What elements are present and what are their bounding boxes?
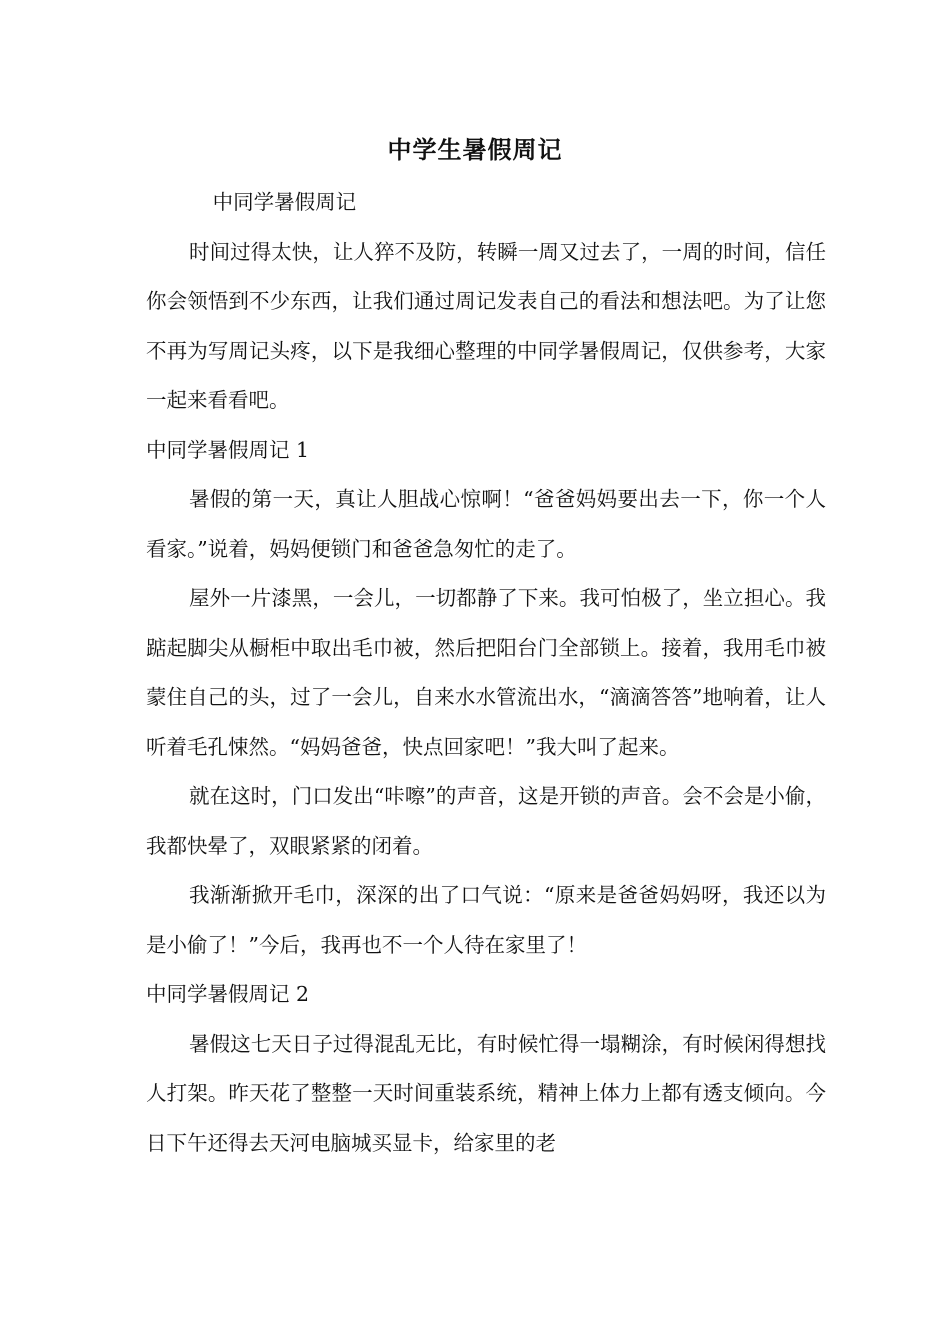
intro-paragraph: 时间过得太快，让人猝不及防，转瞬一周又过去了，一周的时间，信任你会领悟到不少东西，让我们通过周记发表自己的看法和想法吧。为了让您不再为写周记头疼，以下是我细心整理的中同学暑假周记，仅供参考，大家一起来看看吧。 — [146, 239, 826, 412]
section-1-paragraph-2: 屋外一片漆黑，一会儿，一切都静了下来。我可怕极了，坐立担心。我踮起脚尖从橱柜中取出毛巾被，然后把阳台门全部锁上。接着，我用毛巾被蒙住自己的头，过了一会儿，自来水水管流出水，“滴滴答答”地响着，让人听着毛孔悚然。“妈妈爸爸，快点回家吧！”我大叫了起来。 — [146, 586, 826, 759]
section-heading-2: 中同学暑假周记 2 — [146, 982, 310, 1006]
section-heading-1: 中同学暑假周记 1 — [146, 437, 310, 462]
section-1-paragraph-3: 就在这时，门口发出“咔嚓”的声音，这是开锁的声音。会不会是小偷，我都快晕了，双眼紧紧的闭着。 — [146, 784, 826, 858]
document-subtitle: 中同学暑假周记 — [212, 190, 357, 214]
section-1-paragraph-4: 我渐渐掀开毛巾，深深的出了口气说：“原来是爸爸妈妈呀，我还以为是小偷了！”今后，我再也不一个人待在家里了！ — [146, 883, 826, 957]
document-title: 中学生暑假周记 — [387, 135, 563, 164]
section-1-paragraph-1: 暑假的第一天，真让人胆战心惊啊！“爸爸妈妈要出去一下，你一个人看家。”说着，妈妈便锁门和爸爸急匆忙的走了。 — [146, 487, 826, 561]
section-2-paragraph-1: 暑假这七天日子过得混乱无比，有时候忙得一塌糊涂，有时候闲得想找人打架。昨天花了整整一天时间重装系统，精神上体力上都有透支倾向。今日下午还得去天河电脑城买显卡，给家里的老 — [146, 1031, 826, 1155]
document-body — [146, 178, 826, 1168]
